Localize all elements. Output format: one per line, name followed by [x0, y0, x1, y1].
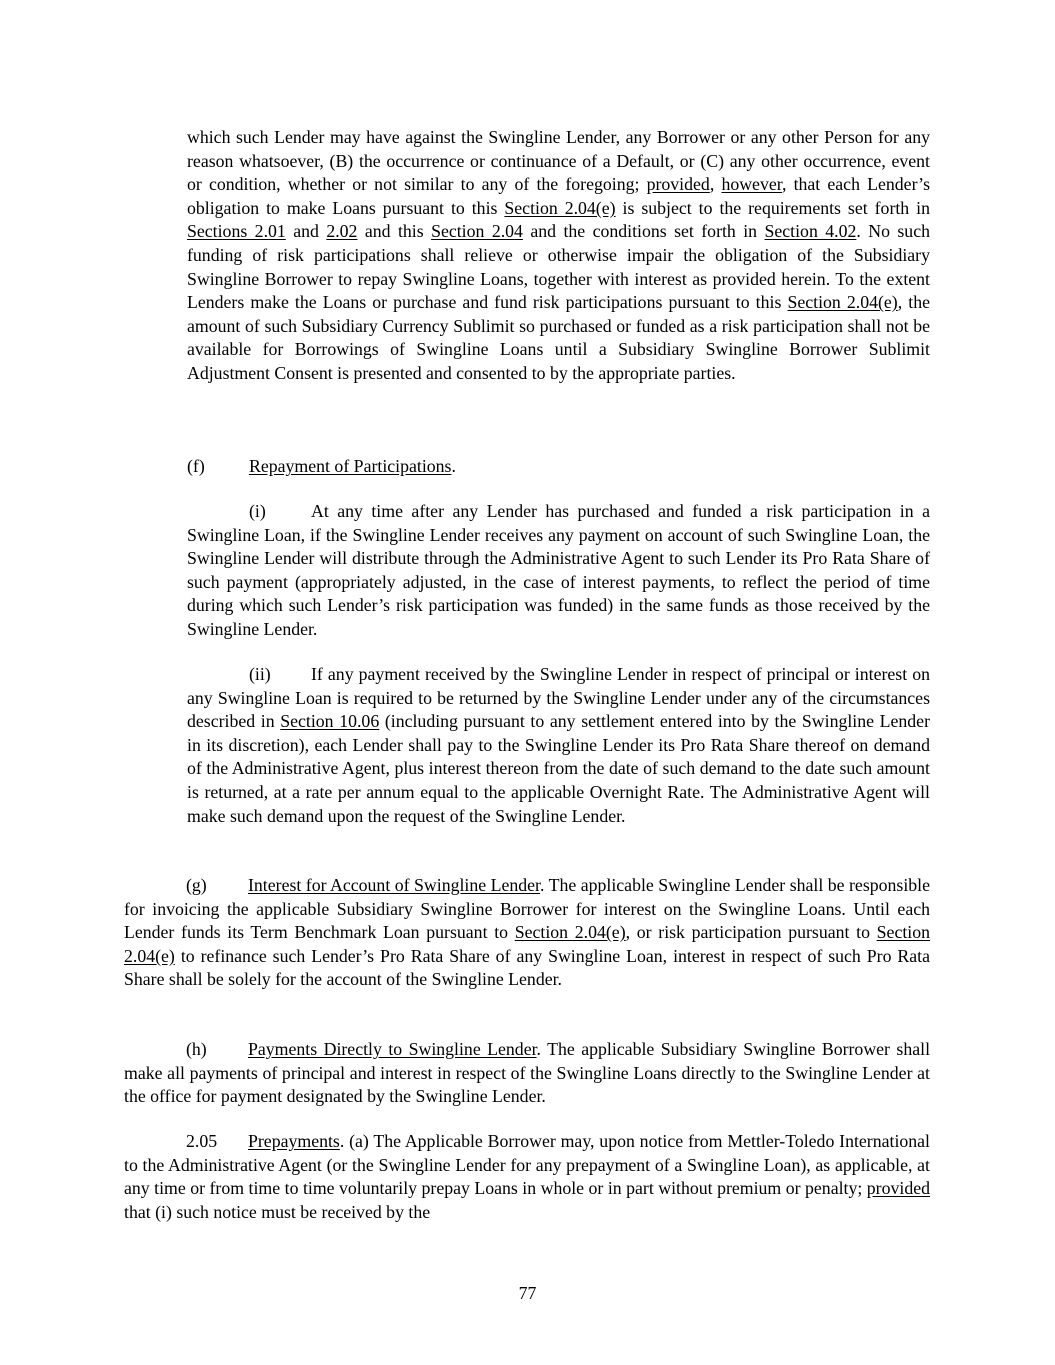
- section-g-paragraph: (g) Interest for Account of Swingline Lender. The applicable Swingline Lender shall be responsible for invoicing the applicable Subsidiary Swingline Borrower for interest on the Swingline Loans. Until each Lender funds its Term Benchmark Loan pursuant to Section 2.04(e), or risk participation pursuant to Section 2.04(e) to refinance such Lender’s Pro Rata Share of any Swingline Loan, interest in respect of such Pro Rata Share shall be solely for the account of the Swingline Lender.: [124, 875, 931, 990]
- provided-term: provided: [866, 1178, 930, 1199]
- section-reference: Section 4.02: [764, 221, 857, 242]
- however-term: however: [721, 174, 782, 195]
- subsection-label: (ii): [249, 664, 271, 684]
- section-label: (h): [186, 1039, 207, 1059]
- section-heading: Interest for Account of Swingline Lender: [248, 875, 540, 895]
- section-reference: Section 2.04(e): [124, 922, 930, 966]
- section-reference: 2.02: [326, 221, 358, 242]
- section-heading: Payments Directly to Swingline Lender: [248, 1039, 537, 1059]
- section-label: (g): [186, 875, 207, 895]
- page-number: 77: [518, 1283, 537, 1303]
- section-heading: Repayment of Participations: [249, 456, 452, 476]
- section-f-ii-paragraph: (ii) If any payment received by the Swingline Lender in respect of principal or interest on any Swingline Loan is required to be returned by the Swingline Lender under any of the circumstances described in Section 10.06 (including pursuant to any settlement entered into by the Swingline Lender in its discretion), each Lender shall pay to the Swingline Lender its Pro Rata Share thereof on demand of the Administrative Agent, plus interest thereon from the date of such demand to the date such amount is returned, at a rate per annum equal to the applicable Overnight Rate. The Administrative Agent will make such demand upon the request of the Swingline Lender.: [187, 664, 930, 826]
- section-reference: Section 2.04(e): [514, 922, 626, 943]
- section-reference: Section 2.04(e): [504, 197, 616, 218]
- continuation-paragraph: which such Lender may have against the Swingline Lender, any Borrower or any other Person for any reason whatsoever, (B) the occurrence or continuance of a Default, or (C) any other occurrence, event or condition, whether or not similar to any of the foregoing; provided, however, that each Lender’s obligation to make Loans pursuant to this Section 2.04(e) is subject to the requirements set forth in Sections 2.01 and 2.02 and this Section 2.04 and the conditions set forth in Section 4.02. No such funding of risk participations shall relieve or otherwise impair the obligation of the Subsidiary Swingline Borrower to repay Swingline Loans, together with interest as provided herein. To the extent Lenders make the Loans or purchase and fund risk participations pursuant to this Section 2.04(e), the amount of such Subsidiary Currency Sublimit so purchased or funded as a risk participation shall not be available for Borrowings of Swingline Loans until a Subsidiary Swingline Borrower Sublimit Adjustment Consent is presented and consented to by the appropriate parties.: [187, 127, 931, 383]
- section-f-i-paragraph: (i) At any time after any Lender has purchased and funded a risk participation in a Swingline Loan, if the Swingline Lender receives any payment on account of such Swingline Loan, the Swingline Lender will distribute through the Administrative Agent to such Lender its Pro Rata Share of such payment (appropriately adjusted, in the case of interest payments, to reflect the period of time during which such Lender’s risk participation was funded) in the same funds as those received by the Swingline Lender.: [187, 501, 930, 639]
- section-reference: Section 2.04: [431, 221, 523, 242]
- section-heading: Prepayments: [248, 1131, 340, 1151]
- subsection-label: (i): [249, 501, 266, 521]
- section-reference: Sections 2.01: [187, 221, 286, 242]
- section-label: 2.05: [186, 1131, 218, 1151]
- section-f-heading: (f) Repayment of Participations.: [187, 455, 930, 479]
- section-h-paragraph: (h) Payments Directly to Swingline Lender. The applicable Subsidiary Swingline Borrower shall make all payments of principal and interest in respect of the Swingline Loans directly to the Swingline Lender at the office for payment designated by the Swingline Lender.: [124, 1039, 931, 1107]
- provided-term: provided: [646, 174, 710, 195]
- section-reference: Section 10.06: [280, 711, 380, 732]
- section-reference: Section 2.04(e): [787, 292, 898, 313]
- section-label: (f): [187, 456, 205, 476]
- section-2-05-paragraph: 2.05 Prepayments. (a) The Applicable Borrower may, upon notice from Mettler-Toledo International to the Administrative Agent (or the Swingline Lender for any prepayment of a Swingline Loan), as applicable, at any time or from time to time voluntarily prepay Loans in whole or in part without premium or penalty; provided that (i) such notice must be received by the: [124, 1131, 930, 1222]
